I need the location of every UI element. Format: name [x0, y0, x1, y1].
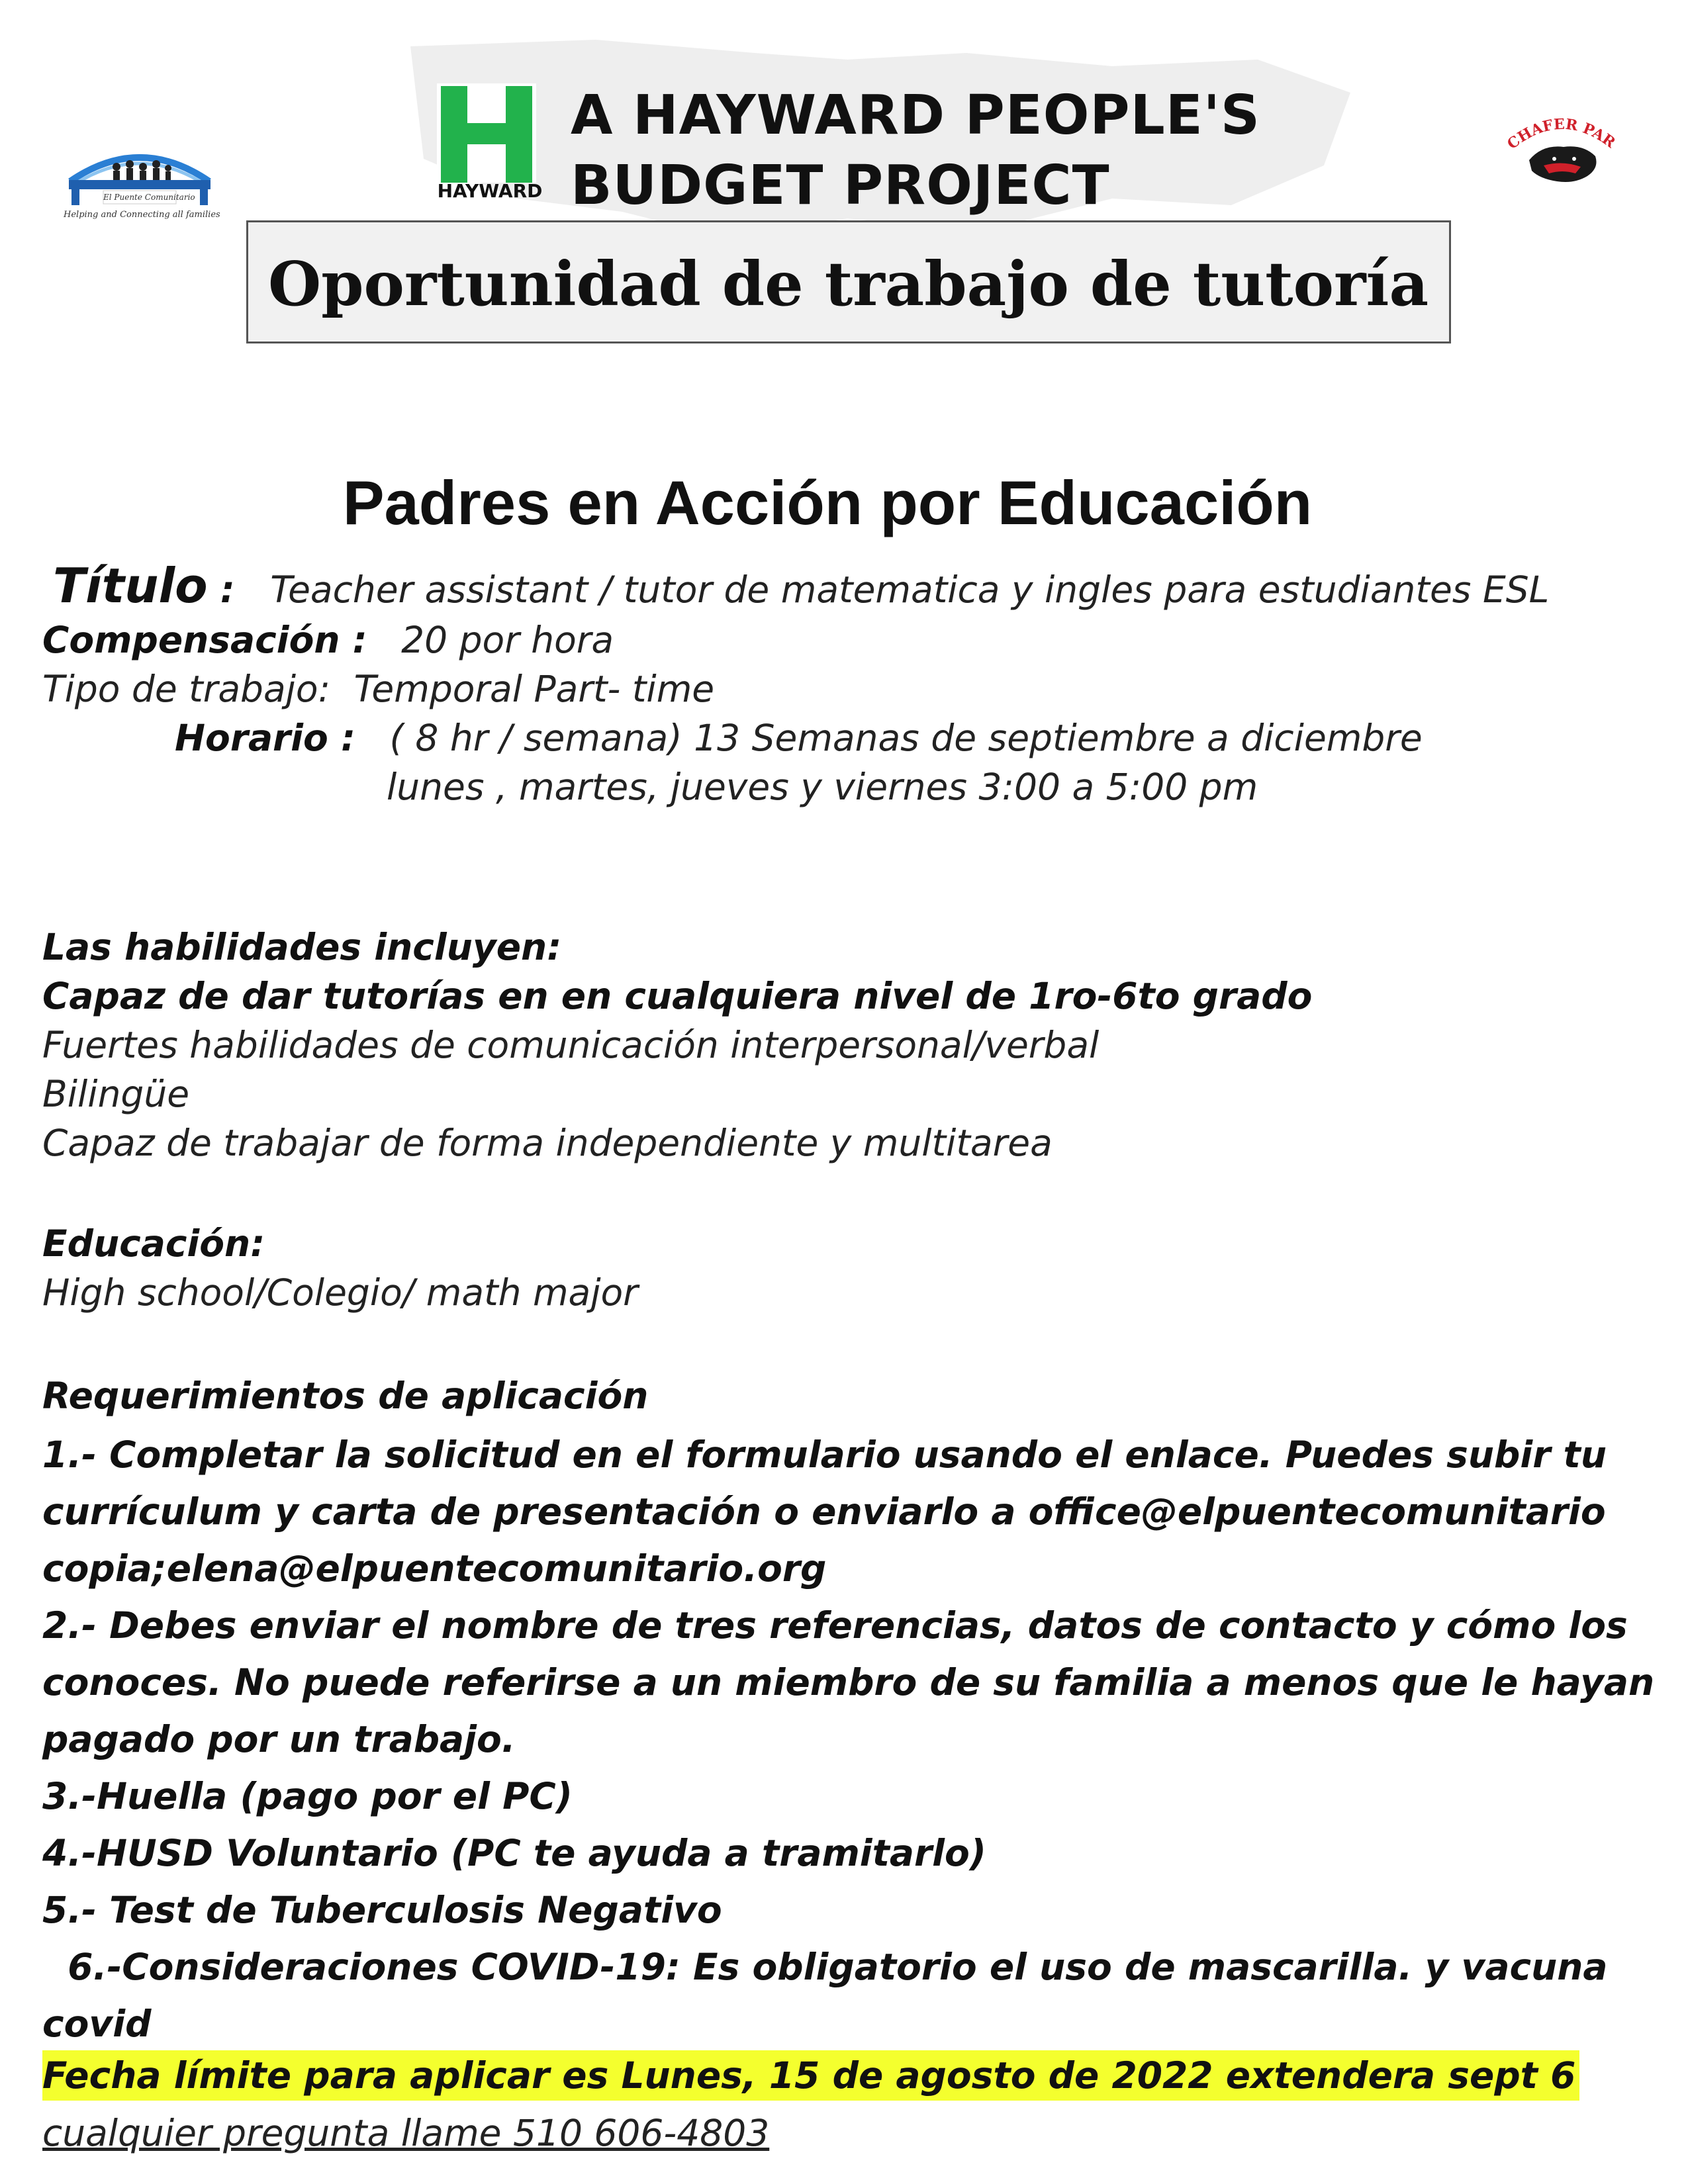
requirement-line: 3.-Huella (pago por el PC) — [42, 1775, 573, 1817]
requirement-line: 6.-Consideraciones COVID-19: Es obligatorio el uso de mascarilla. y vacuna — [42, 1946, 1608, 1988]
horario-label: Horario : — [175, 717, 355, 759]
requirement-line: pagado por un trabajo. — [42, 1718, 516, 1760]
contact-phone-line: cualquier pregunta llame 510 606-4803 — [42, 2112, 770, 2154]
requirements-list — [42, 1426, 1655, 2052]
hayward-logo — [437, 83, 543, 201]
education-heading: Educación: — [42, 1222, 265, 1265]
job-opportunity-banner — [246, 220, 1451, 343]
skill-item: Fuertes habilidades de comunicación interpersonal/verbal — [42, 1024, 1100, 1066]
hayward-logo-caption: HAYWARD — [437, 180, 543, 202]
budget-project-title — [571, 81, 1365, 221]
el-puente-logo-name: El Puente Comunitario — [103, 193, 195, 202]
horario-value-2: lunes , martes, jueves y viernes 3:00 a 5:00 pm — [387, 766, 1258, 808]
education-value: High school/Colegio/ math major — [42, 1271, 638, 1314]
requirement-line: 2.- Debes enviar el nombre de tres referencias, datos de contacto y cómo los — [42, 1604, 1628, 1647]
budget-title-line2: BUDGET PROJECT — [571, 154, 1110, 217]
requirement-line: 1.- Completar la solicitud en el formulario usando el enlace. Puedes subir tu — [42, 1433, 1607, 1476]
skills-heading: Las habilidades incluyen: — [42, 926, 562, 968]
requirement-line: 4.-HUSD Voluntario (PC te ayuda a tramitarlo) — [42, 1832, 986, 1874]
skill-item: Bilingüe — [42, 1073, 190, 1115]
tipo-row — [42, 664, 714, 713]
organization-name: Padres en Acción por Educación — [342, 468, 1313, 537]
horario-row — [175, 713, 1423, 762]
el-puente-logo — [64, 140, 220, 225]
requirement-line: covid — [42, 2003, 152, 2045]
budget-title-line1: A HAYWARD PEOPLE'S — [571, 84, 1260, 147]
schafer-park-logo — [1503, 113, 1622, 185]
titulo-value: Teacher assistant / tutor de matematica y ingles para estudiantes ESL — [270, 569, 1550, 611]
requirement-line: copia;elena@elpuentecomunitario.org — [42, 1547, 827, 1590]
titulo-label: Título — [53, 558, 208, 614]
schafer-park-name: CHAFER PAR — [1504, 115, 1619, 153]
compensacion-row — [42, 615, 614, 664]
horario-value-1: ( 8 hr / semana) 13 Semanas de septiembre a diciembre — [389, 717, 1423, 759]
requirements-heading: Requerimientos de aplicación — [42, 1375, 649, 1417]
requirement-line: conoces. No puede referirse a un miembro de su familia a menos que le hayan — [42, 1661, 1655, 1704]
tipo-label: Tipo de trabajo: — [42, 668, 331, 710]
skill-item: Capaz de dar tutorías en en cualquiera nivel de 1ro-6to grado — [42, 975, 1313, 1017]
compensacion-value: 20 por hora — [401, 619, 614, 661]
panther-icon — [1503, 113, 1622, 185]
application-deadline: Fecha límite para aplicar es Lunes, 15 de agosto de 2022 extendera sept 6 — [42, 2050, 1579, 2101]
titulo-row — [53, 558, 1550, 614]
compensacion-label: Compensación : — [42, 619, 367, 661]
banner-title: Oportunidad de trabajo de tutoría — [268, 248, 1429, 320]
requirement-line: currículum y carta de presentación o enviarlo a office@elpuentecomunitario — [42, 1490, 1606, 1533]
skill-item: Capaz de trabajar de forma independiente y multitarea — [42, 1122, 1053, 1164]
el-puente-tagline: Helping and Connecting all families — [64, 210, 220, 220]
requirement-line: 5.- Test de Tuberculosis Negativo — [42, 1889, 722, 1931]
titulo-separator: : — [207, 569, 235, 611]
tipo-value: Temporal Part- time — [353, 668, 715, 710]
